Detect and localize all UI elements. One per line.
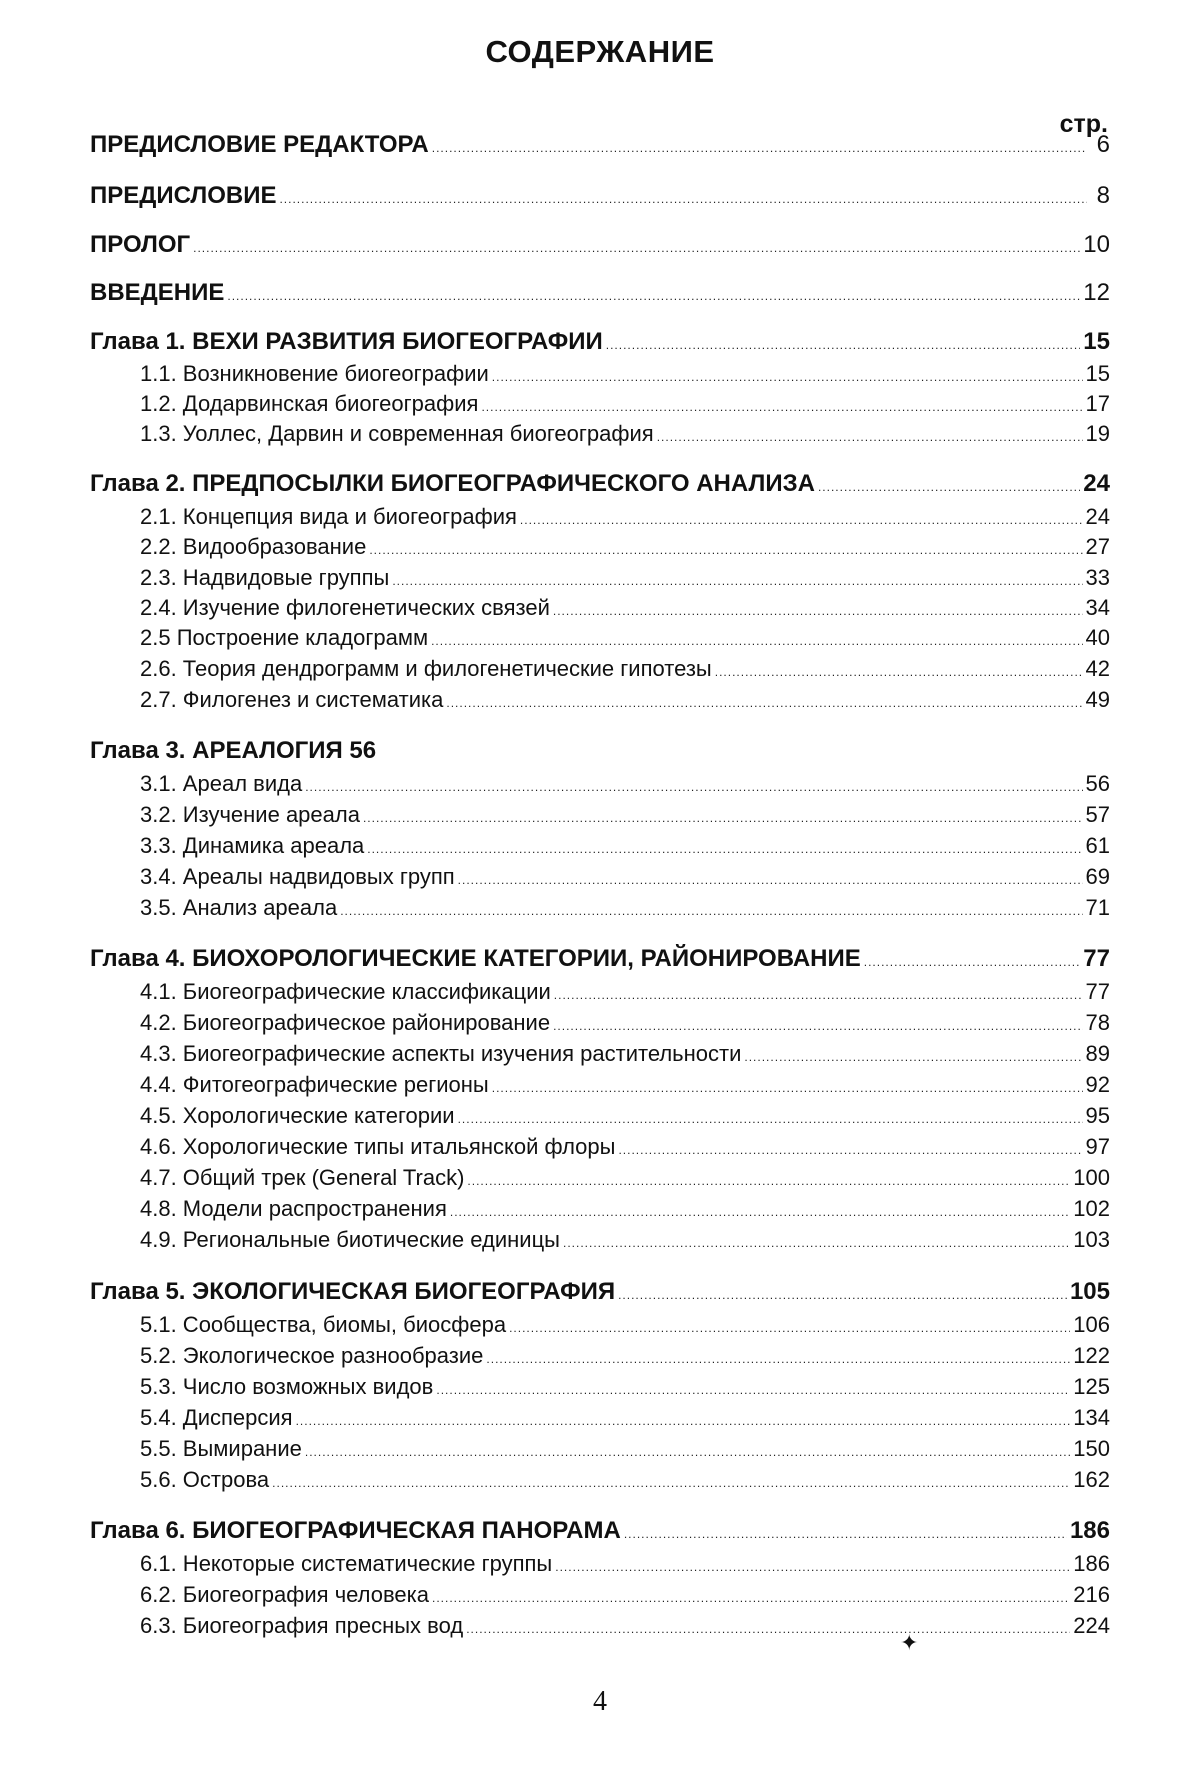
dot-leader: [553, 605, 1083, 617]
toc-chapter-6: [90, 1519, 1110, 1547]
dot-leader: [864, 956, 1081, 968]
section-label: 5.1. Сообщества, биомы, биосфера: [140, 1314, 506, 1336]
toc-section-5-2: [140, 1345, 1110, 1371]
dot-leader: [553, 1020, 1082, 1032]
dot-leader: [305, 781, 1082, 793]
dot-leader: [458, 1113, 1083, 1125]
section-label: 4.7. Общий трек (General Track): [140, 1167, 464, 1189]
section-label: 1.1. Возникновение биогеографии: [140, 363, 489, 385]
toc-section-2-3: [140, 567, 1110, 593]
section-page: 77: [1086, 981, 1110, 1003]
dot-leader: [431, 635, 1082, 647]
entry-page: 12: [1083, 281, 1110, 305]
toc-section-3-3: [140, 835, 1110, 861]
dot-leader: [492, 371, 1083, 383]
section-label: 6.1. Некоторые систематические группы: [140, 1553, 552, 1575]
section-label: 4.8. Модели распространения: [140, 1198, 447, 1220]
dot-leader: [305, 1446, 1070, 1458]
dot-leader: [555, 1561, 1070, 1573]
section-label: 2.6. Теория дендрограмм и филогенетические гипотезы: [140, 658, 712, 680]
section-label: 2.2. Видообразование: [140, 536, 366, 558]
dot-leader: [563, 1237, 1070, 1249]
toc-section-5-5: [140, 1438, 1110, 1464]
toc-section-2-6: [140, 658, 1110, 684]
toc-section-4-9: [140, 1229, 1110, 1255]
entry-page: 6: [1090, 133, 1110, 157]
entry-label: ПРОЛОГ: [90, 233, 190, 257]
toc-entry-preface: [90, 184, 1110, 212]
toc-section-2-7: [140, 689, 1110, 715]
chapter-page: 105: [1070, 1280, 1110, 1304]
toc-section-6-2: [140, 1584, 1110, 1610]
section-label: 3.2. Изучение ареала: [140, 804, 360, 826]
toc-section-4-3: [140, 1043, 1110, 1069]
section-label: 6.2. Биогеография человека: [140, 1584, 429, 1606]
dot-leader: [715, 666, 1083, 678]
toc-entry-introduction: [90, 281, 1110, 309]
section-page: 224: [1073, 1615, 1110, 1637]
dot-leader: [367, 843, 1082, 855]
dot-leader: [363, 812, 1083, 824]
toc-section-1-2: [140, 393, 1110, 419]
dot-leader: [446, 697, 1082, 709]
toc-chapter-4: [90, 947, 1110, 975]
section-label: 2.1. Концепция вида и биогеография: [140, 506, 517, 528]
section-label: 1.2. Додарвинская биогеография: [140, 393, 478, 415]
toc-section-2-2: [140, 536, 1110, 562]
chapter-page: 15: [1083, 330, 1110, 354]
dot-leader: [624, 1528, 1067, 1540]
chapter-page: 186: [1070, 1519, 1110, 1543]
section-label: 4.9. Региональные биотические единицы: [140, 1229, 560, 1251]
dot-leader: [436, 1384, 1070, 1396]
section-page: 33: [1086, 567, 1110, 589]
toc-section-1-3: [140, 423, 1110, 449]
toc-chapter-3: [90, 739, 1110, 767]
toc-section-5-1: [140, 1314, 1110, 1340]
dot-leader: [432, 1592, 1070, 1604]
section-page: 57: [1086, 804, 1110, 826]
dot-leader: [744, 1051, 1082, 1063]
table-of-contents: [90, 0, 1110, 1779]
section-label: 4.5. Хорологические категории: [140, 1105, 455, 1127]
chapter-label: Глава 6. БИОГЕОГРАФИЧЕСКАЯ ПАНОРАМА: [90, 1519, 621, 1543]
section-label: 4.3. Биогеографические аспекты изучения растительности: [140, 1043, 741, 1065]
toc-section-4-8: [140, 1198, 1110, 1224]
section-page: 150: [1073, 1438, 1110, 1460]
section-page: 24: [1086, 506, 1110, 528]
section-page: 102: [1073, 1198, 1110, 1220]
section-label: 3.3. Динамика ареала: [140, 835, 364, 857]
chapter-label: Глава 1. ВЕХИ РАЗВИТИЯ БИОГЕОГРАФИИ: [90, 330, 603, 354]
chapter-page: 24: [1083, 472, 1110, 496]
section-page: 71: [1086, 897, 1110, 919]
toc-section-4-2: [140, 1012, 1110, 1038]
section-page: 97: [1086, 1136, 1110, 1158]
section-label: 5.6. Острова: [140, 1469, 269, 1491]
dot-leader: [369, 544, 1082, 556]
section-label: 2.4. Изучение филогенетических связей: [140, 597, 550, 619]
toc-section-3-2: [140, 804, 1110, 830]
dot-leader: [279, 193, 1087, 205]
page-title: СОДЕРЖАНИЕ: [0, 34, 1200, 70]
toc-section-5-3: [140, 1376, 1110, 1402]
toc-section-2-5: [140, 627, 1110, 653]
dot-leader: [296, 1415, 1071, 1427]
section-label: 6.3. Биогеография пресных вод: [140, 1615, 463, 1637]
dot-leader: [520, 514, 1083, 526]
toc-section-1-1: [140, 363, 1110, 389]
toc-section-4-7: [140, 1167, 1110, 1193]
section-label: 2.5 Построение кладограмм: [140, 627, 428, 649]
toc-chapter-2: [90, 472, 1110, 500]
toc-section-5-6: [140, 1469, 1110, 1495]
section-page: 92: [1086, 1074, 1110, 1096]
section-page: 19: [1086, 423, 1110, 445]
section-page: 216: [1073, 1584, 1110, 1606]
footer-page-number: 4: [0, 1686, 1200, 1718]
section-label: 4.1. Биогеографические классификации: [140, 981, 551, 1003]
entry-label: ПРЕДИСЛОВИЕ РЕДАКТОРА: [90, 133, 429, 157]
section-page: 78: [1086, 1012, 1110, 1034]
chapter-label: Глава 2. ПРЕДПОСЫЛКИ БИОГЕОГРАФИЧЕСКОГО АНАЛИЗА: [90, 472, 815, 496]
toc-section-4-1: [140, 981, 1110, 1007]
section-label: 3.5. Анализ ареала: [140, 897, 337, 919]
section-page: 125: [1073, 1376, 1110, 1398]
section-page: 186: [1073, 1553, 1110, 1575]
dot-leader: [618, 1289, 1067, 1301]
chapter-label: Глава 5. ЭКОЛОГИЧЕСКАЯ БИОГЕОГРАФИЯ: [90, 1280, 615, 1304]
dot-leader: [492, 1082, 1083, 1094]
section-label: 1.3. Уоллес, Дарвин и современная биогеография: [140, 423, 654, 445]
toc-section-5-4: [140, 1407, 1110, 1433]
section-page: 106: [1073, 1314, 1110, 1336]
section-page: 95: [1086, 1105, 1110, 1127]
toc-chapter-5: [90, 1280, 1110, 1308]
section-label: 5.4. Дисперсия: [140, 1407, 293, 1429]
toc-section-3-4: [140, 866, 1110, 892]
dot-leader: [606, 339, 1081, 351]
entry-label: ПРЕДИСЛОВИЕ: [90, 184, 276, 208]
section-page: 89: [1086, 1043, 1110, 1065]
toc-section-4-6: [140, 1136, 1110, 1162]
section-page: 42: [1086, 658, 1110, 680]
section-label: 5.2. Экологическое разнообразие: [140, 1345, 483, 1367]
section-label: 2.7. Филогенез и систематика: [140, 689, 443, 711]
dot-leader: [466, 1623, 1070, 1635]
toc-entry-editor-preface: [90, 133, 1110, 161]
section-page: 122: [1073, 1345, 1110, 1367]
page-column-label: стр.: [1020, 110, 1108, 139]
section-label: 2.3. Надвидовые группы: [140, 567, 389, 589]
toc-section-4-4: [140, 1074, 1110, 1100]
toc-section-3-1: [140, 773, 1110, 799]
entry-label: ВВЕДЕНИЕ: [90, 281, 224, 305]
toc-entry-prologue: [90, 233, 1110, 261]
section-label: 5.5. Вымирание: [140, 1438, 302, 1460]
entry-page: 8: [1090, 184, 1110, 208]
dot-leader: [227, 290, 1080, 302]
dot-leader: [432, 142, 1087, 154]
ink-mark-icon: ✦: [900, 1630, 918, 1656]
section-label: 3.4. Ареалы надвидовых групп: [140, 866, 455, 888]
section-page: 134: [1073, 1407, 1110, 1429]
dot-leader: [818, 481, 1080, 493]
section-page: 17: [1086, 393, 1110, 415]
dot-leader: [486, 1353, 1070, 1365]
dot-leader: [618, 1144, 1082, 1156]
dot-leader: [657, 431, 1083, 443]
section-label: 5.3. Число возможных видов: [140, 1376, 433, 1398]
section-label: 4.4. Фитогеографические регионы: [140, 1074, 489, 1096]
section-label: 4.6. Хорологические типы итальянской флоры: [140, 1136, 615, 1158]
section-page: 69: [1086, 866, 1110, 888]
chapter-label: Глава 4. БИОХОРОЛОГИЧЕСКИЕ КАТЕГОРИИ, РАЙОНИРОВАНИЕ: [90, 947, 861, 971]
chapter-page: 77: [1083, 947, 1110, 971]
section-page: 49: [1086, 689, 1110, 711]
section-label: 4.2. Биогеографическое районирование: [140, 1012, 550, 1034]
section-page: 61: [1086, 835, 1110, 857]
dot-leader: [509, 1322, 1070, 1334]
toc-section-6-1: [140, 1553, 1110, 1579]
dot-leader: [481, 401, 1082, 413]
document-page: [0, 0, 1200, 1779]
section-page: 103: [1073, 1229, 1110, 1251]
toc-section-2-4: [140, 597, 1110, 623]
dot-leader: [554, 989, 1083, 1001]
toc-chapter-1: [90, 330, 1110, 358]
dot-leader: [340, 905, 1082, 917]
section-page: 162: [1073, 1469, 1110, 1491]
section-page: 27: [1086, 536, 1110, 558]
dot-leader: [458, 874, 1083, 886]
section-page: 100: [1073, 1167, 1110, 1189]
dot-leader: [193, 242, 1080, 254]
section-page: 40: [1086, 627, 1110, 649]
dot-leader: [467, 1175, 1070, 1187]
dot-leader: [272, 1477, 1070, 1489]
entry-page: 10: [1083, 233, 1110, 257]
dot-leader: [392, 575, 1082, 587]
section-page: 15: [1086, 363, 1110, 385]
chapter-label: Глава 3. АРЕАЛОГИЯ 56: [90, 739, 376, 763]
section-label: 3.1. Ареал вида: [140, 773, 302, 795]
toc-section-2-1: [140, 506, 1110, 532]
toc-section-4-5: [140, 1105, 1110, 1131]
toc-section-3-5: [140, 897, 1110, 923]
toc-section-6-3: [140, 1615, 1110, 1641]
section-page: 56: [1086, 773, 1110, 795]
dot-leader: [450, 1206, 1070, 1218]
section-page: 34: [1086, 597, 1110, 619]
